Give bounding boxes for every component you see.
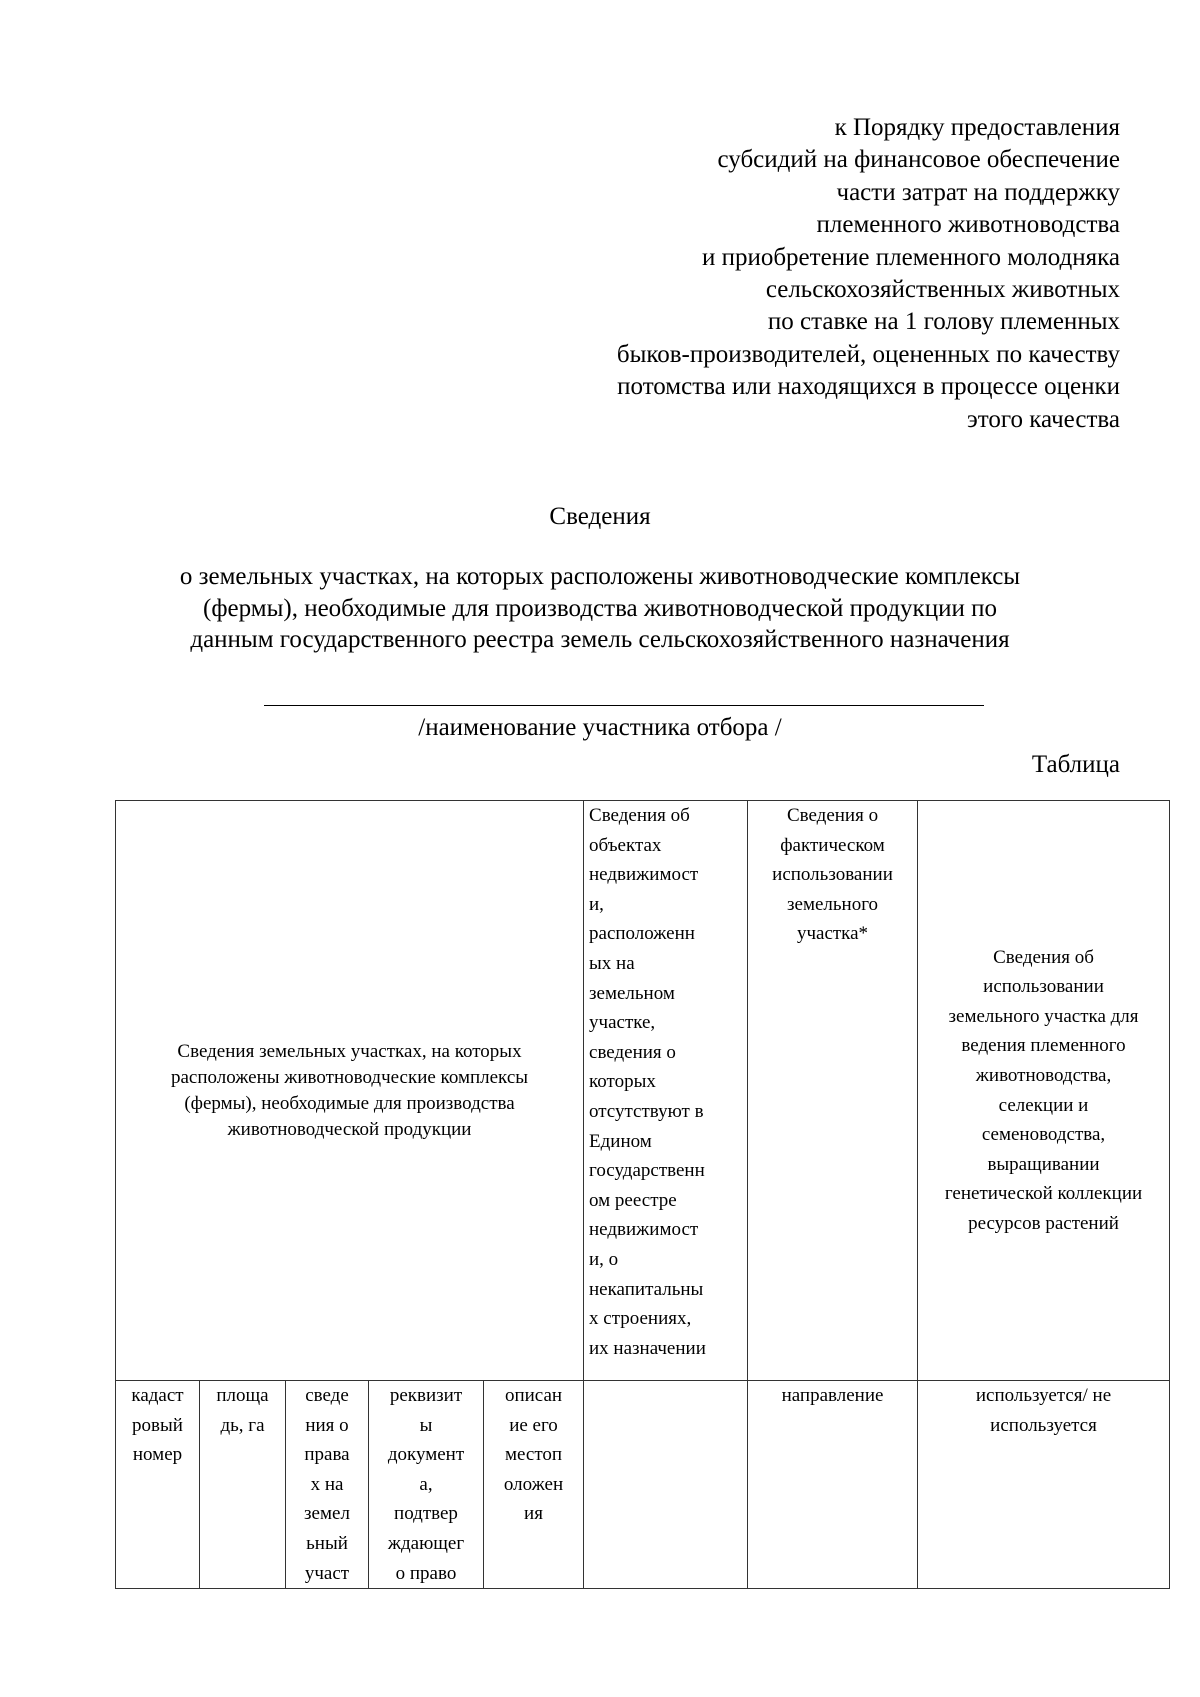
subtitle-line: данным государственного реестра земель сельскохозяйственного назначения bbox=[190, 626, 1010, 653]
document-subtitle bbox=[60, 561, 1140, 656]
cell-text-line: направление bbox=[781, 1385, 884, 1406]
cell-text-line: выращивании bbox=[987, 1153, 1100, 1175]
cell-text-line: земел bbox=[304, 1503, 350, 1525]
document-title: Сведения bbox=[549, 503, 651, 530]
cell-text-line: сведения о bbox=[589, 1041, 676, 1063]
cell-text-line: и, о bbox=[589, 1248, 619, 1270]
cell-text-line: реквизит bbox=[389, 1385, 463, 1406]
cell-text-line: семеноводства, bbox=[981, 1124, 1106, 1146]
cell-text-line: местоп bbox=[504, 1444, 563, 1466]
cell-text-line: х строениях, bbox=[589, 1308, 692, 1330]
subtitle-line: (фермы), необходимые для производства животноводческой продукции по bbox=[203, 594, 997, 622]
cell-text-line: селекции и bbox=[998, 1094, 1089, 1116]
cell-text-line: описан bbox=[504, 1385, 563, 1406]
cell-text-line: о право bbox=[395, 1562, 457, 1584]
cell-text-line: генетической коллекции bbox=[944, 1183, 1143, 1205]
subheader-used bbox=[918, 1381, 1170, 1589]
cell-text-line: земельном bbox=[589, 982, 675, 1004]
cell-text-line: (фермы), необходимые для производства bbox=[184, 1092, 515, 1114]
cell-text-line: ровый bbox=[132, 1414, 183, 1436]
cell-text-line: ия bbox=[524, 1503, 543, 1525]
header-actual-use bbox=[748, 801, 918, 1381]
cell-text-line: ждающег bbox=[387, 1532, 465, 1554]
cell-text-line: Сведения о bbox=[786, 805, 879, 826]
cell-text-line: использовании bbox=[983, 976, 1104, 998]
cell-text-line: фактическом bbox=[780, 834, 885, 856]
cell-text-line: и, bbox=[589, 893, 604, 915]
subheader-direction bbox=[748, 1381, 918, 1589]
subheader-requisites bbox=[369, 1381, 484, 1589]
appendix-line: части затрат на поддержку bbox=[836, 178, 1120, 206]
cell-text-line: документ bbox=[387, 1444, 465, 1466]
subheader-location bbox=[484, 1381, 584, 1589]
cell-text-line: Сведения об bbox=[993, 946, 1094, 968]
participant-caption: /наименование участника отбора / bbox=[418, 714, 782, 741]
cell-text-line: Сведения об bbox=[589, 805, 690, 826]
cell-text-line: подтвер bbox=[394, 1503, 458, 1525]
cell-text-line: недвижимост bbox=[589, 1219, 699, 1241]
appendix-line: сельскохозяйственных животных bbox=[765, 276, 1120, 304]
cell-text-line: участка* bbox=[796, 923, 869, 945]
cell-text-line: некапитальны bbox=[589, 1278, 704, 1300]
cell-text-line: сведе bbox=[305, 1385, 349, 1406]
cell-text-line: площа bbox=[216, 1385, 269, 1406]
appendix-line: и приобретение племенного молодняка bbox=[701, 243, 1120, 271]
cell-text-line: кадаст bbox=[131, 1385, 184, 1406]
cell-text-line: отсутствуют в bbox=[589, 1100, 704, 1122]
cell-text-line: оложен bbox=[503, 1473, 564, 1495]
cell-text-line: ие его bbox=[509, 1414, 558, 1436]
cell-text-line: их назначении bbox=[589, 1337, 706, 1359]
participant-name-line bbox=[264, 705, 984, 706]
cell-text-line: используется/ не bbox=[975, 1385, 1112, 1406]
cell-text-line: используется bbox=[990, 1414, 1097, 1436]
header-breeding-use bbox=[918, 801, 1170, 1381]
cell-text-line: земельного bbox=[787, 893, 879, 915]
cell-text-line: которых bbox=[589, 1071, 656, 1093]
cell-text-line: Сведения земельных участках, на которых bbox=[177, 1040, 522, 1062]
cell-text-line: ом реестре bbox=[589, 1189, 677, 1211]
appendix-reference bbox=[500, 112, 1120, 436]
header-real-estate bbox=[584, 801, 748, 1381]
cell-text-line: ых на bbox=[589, 952, 635, 974]
cell-text-line: участ bbox=[304, 1562, 350, 1584]
subheader-area bbox=[200, 1381, 286, 1589]
appendix-line: быков-производителей, оцененных по качеству bbox=[616, 340, 1120, 368]
appendix-line: к Порядку предоставления bbox=[834, 114, 1120, 141]
appendix-line: этого качества bbox=[967, 405, 1120, 433]
land-plots-table bbox=[115, 800, 1170, 1589]
cell-text-line: Едином bbox=[589, 1130, 652, 1152]
subheader-rights bbox=[286, 1381, 369, 1589]
cell-text-line: ы bbox=[419, 1414, 433, 1436]
cell-text-line: права bbox=[304, 1444, 350, 1466]
cell-text-line: участке, bbox=[589, 1012, 656, 1034]
cell-text-line: ведения племенного bbox=[961, 1035, 1126, 1057]
cell-text-line: х на bbox=[310, 1473, 344, 1495]
cell-text-line: а, bbox=[419, 1473, 433, 1495]
subtitle-line: о земельных участках, на которых расположены животноводческие комплексы bbox=[179, 563, 1021, 590]
appendix-line: по ставке на 1 голову племенных bbox=[767, 308, 1120, 336]
cell-text-line: земельного участка для bbox=[948, 1005, 1139, 1027]
subheader-real-estate bbox=[584, 1381, 748, 1589]
cell-text-line: недвижимост bbox=[589, 864, 699, 886]
table-label: Таблица bbox=[1031, 751, 1120, 778]
cell-text-line: дь, га bbox=[220, 1414, 265, 1436]
cell-text-line: использовании bbox=[772, 864, 893, 886]
subheader-cadastral-number bbox=[116, 1381, 200, 1589]
cell-text-line: государственн bbox=[589, 1160, 705, 1182]
cell-text-line: ьный bbox=[306, 1532, 348, 1554]
cell-text-line: расположены животноводческие комплексы bbox=[170, 1066, 529, 1088]
header-land-info bbox=[116, 801, 584, 1381]
cell-text-line: номер bbox=[132, 1444, 183, 1466]
appendix-line: племенного животноводства bbox=[816, 211, 1120, 239]
table-subheader-row bbox=[116, 1381, 1170, 1589]
cell-text-line: животноводства, bbox=[975, 1064, 1112, 1086]
table-header-row bbox=[116, 801, 1170, 1381]
cell-text-line: объектах bbox=[589, 834, 662, 856]
cell-text-line: расположенн bbox=[589, 923, 695, 945]
appendix-line: потомства или находящихся в процессе оценки bbox=[617, 373, 1120, 401]
cell-text-line: ния о bbox=[305, 1414, 349, 1436]
appendix-line: субсидий на финансовое обеспечение bbox=[717, 146, 1120, 174]
cell-text-line: животноводческой продукции bbox=[227, 1118, 472, 1140]
cell-text-line: ресурсов растений bbox=[968, 1212, 1119, 1234]
